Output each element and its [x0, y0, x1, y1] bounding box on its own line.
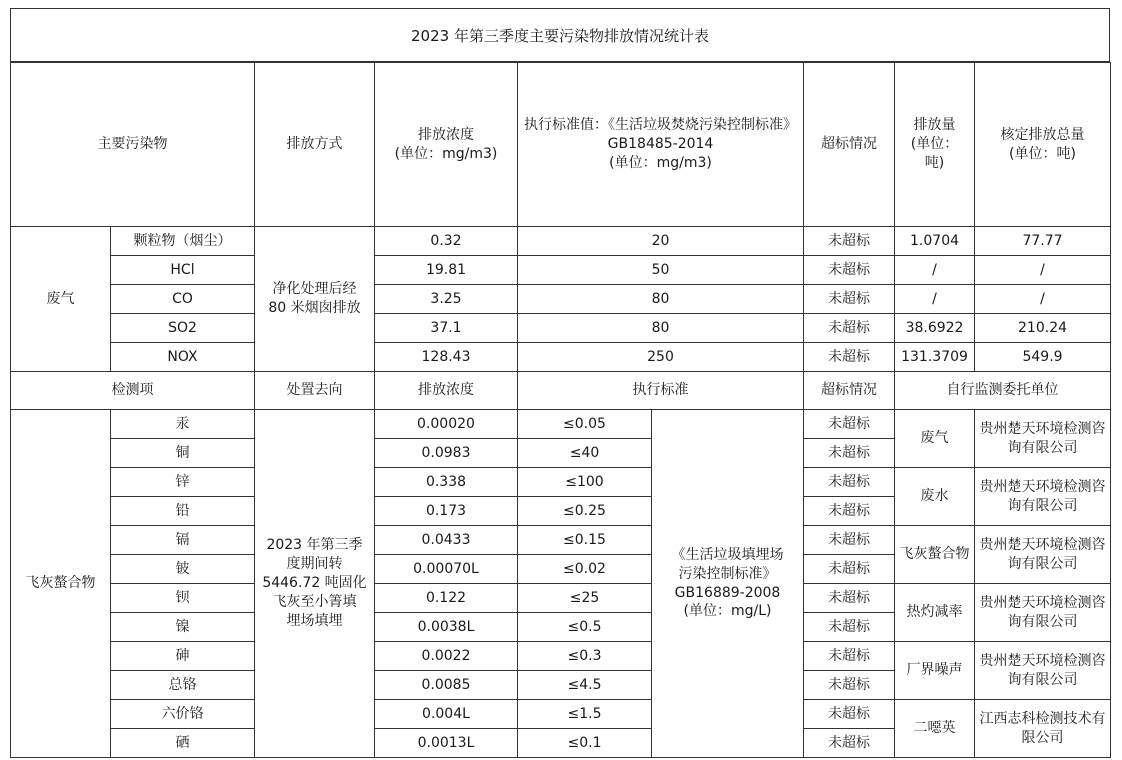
entrusted-unit: 贵州楚天环境检测咨询有限公司 [975, 584, 1111, 642]
header-disposal: 处置去向 [255, 372, 375, 410]
header-amount: 排放量 (单位： 吨) [895, 63, 975, 227]
limit-value: ≤0.05 [518, 410, 652, 439]
limit-value: ≤1.5 [518, 700, 652, 729]
entrusted-unit: 江西志科检测技术有限公司 [975, 700, 1111, 758]
header-entrust-unit: 自行监测委托单位 [895, 372, 1111, 410]
limit-value: ≤0.5 [518, 613, 652, 642]
exceed-status: 未超标 [804, 314, 895, 343]
discharge-method: 净化处理后经 80 米烟囱排放 [255, 227, 375, 372]
waste-gas-category: 废气 [11, 227, 111, 372]
test-item-name: 铅 [111, 497, 255, 526]
header-total: 核定排放总量 (单位：吨) [975, 63, 1111, 227]
table-header-row [11, 63, 1111, 227]
approved-total: 549.9 [975, 343, 1111, 372]
limit-value: ≤40 [518, 439, 652, 468]
pollutant-name: NOX [111, 343, 255, 372]
concentration-value: 0.32 [375, 227, 518, 256]
discharge-amount: 38.6922 [895, 314, 975, 343]
limit-value: ≤4.5 [518, 671, 652, 700]
approved-total: 77.77 [975, 227, 1111, 256]
monitor-type: 废水 [895, 468, 975, 526]
approved-total: / [975, 285, 1111, 314]
monitor-type: 飞灰螯合物 [895, 526, 975, 584]
pollutant-name: SO2 [111, 314, 255, 343]
discharge-amount: 131.3709 [895, 343, 975, 372]
section-header-row [11, 372, 1111, 410]
entrusted-unit: 贵州楚天环境检测咨询有限公司 [975, 410, 1111, 468]
concentration-value: 0.0038L [375, 613, 518, 642]
test-item-name: 锌 [111, 468, 255, 497]
exceed-status: 未超标 [804, 343, 895, 372]
test-item-name: 汞 [111, 410, 255, 439]
standard-value: 50 [518, 256, 804, 285]
exceed-status: 未超标 [804, 613, 895, 642]
concentration-value: 0.0013L [375, 729, 518, 758]
header-concentration: 排放浓度 (单位：mg/m3) [375, 63, 518, 227]
concentration-value: 19.81 [375, 256, 518, 285]
limit-value: ≤0.1 [518, 729, 652, 758]
test-item-name: 六价铬 [111, 700, 255, 729]
concentration-value: 0.173 [375, 497, 518, 526]
approved-total: 210.24 [975, 314, 1111, 343]
standard-value: 20 [518, 227, 804, 256]
waste-gas-row [11, 285, 1111, 314]
concentration-value: 37.1 [375, 314, 518, 343]
entrusted-unit: 贵州楚天环境检测咨询有限公司 [975, 642, 1111, 700]
exceed-status: 未超标 [804, 526, 895, 555]
concentration-value: 0.0085 [375, 671, 518, 700]
limit-value: ≤25 [518, 584, 652, 613]
concentration-value: 128.43 [375, 343, 518, 372]
header-exceed: 超标情况 [804, 63, 895, 227]
exceed-status: 未超标 [804, 642, 895, 671]
header-method: 排放方式 [255, 63, 375, 227]
test-item-name: 总铬 [111, 671, 255, 700]
test-item-name: 钡 [111, 584, 255, 613]
exceed-status: 未超标 [804, 410, 895, 439]
header-item: 检测项 [11, 372, 255, 410]
standard-value: 80 [518, 314, 804, 343]
limit-value: ≤100 [518, 468, 652, 497]
exceed-status: 未超标 [804, 439, 895, 468]
fly-ash-category: 飞灰螯合物 [11, 410, 111, 758]
header-exceed-2: 超标情况 [804, 372, 895, 410]
test-item-name: 砷 [111, 642, 255, 671]
fly-ash-row [11, 700, 1111, 729]
concentration-value: 0.004L [375, 700, 518, 729]
concentration-value: 0.00070L [375, 555, 518, 584]
test-item-name: 铜 [111, 439, 255, 468]
discharge-amount: 1.0704 [895, 227, 975, 256]
concentration-value: 0.0983 [375, 439, 518, 468]
test-item-name: 硒 [111, 729, 255, 758]
monitor-type: 热灼减率 [895, 584, 975, 642]
standard-value: 80 [518, 285, 804, 314]
test-item-name: 铍 [111, 555, 255, 584]
approved-total: / [975, 256, 1111, 285]
concentration-value: 0.0433 [375, 526, 518, 555]
standard-name: 《生活垃圾填埋场 污染控制标准》 GB16889-2008 (单位：mg/L) [652, 410, 804, 758]
header-concentration-2: 排放浓度 [375, 372, 518, 410]
concentration-value: 0.00020 [375, 410, 518, 439]
waste-gas-row [11, 314, 1111, 343]
waste-gas-row [11, 227, 1111, 256]
page-title: 2023 年第三季度主要污染物排放情况统计表 [10, 8, 1110, 62]
exceed-status: 未超标 [804, 285, 895, 314]
test-item-name: 镉 [111, 526, 255, 555]
exceed-status: 未超标 [804, 497, 895, 526]
exceed-status: 未超标 [804, 227, 895, 256]
concentration-value: 0.338 [375, 468, 518, 497]
fly-ash-row [11, 526, 1111, 555]
exceed-status: 未超标 [804, 468, 895, 497]
fly-ash-row [11, 584, 1111, 613]
exceed-status: 未超标 [804, 555, 895, 584]
pollutant-name: 颗粒物（烟尘） [111, 227, 255, 256]
exceed-status: 未超标 [804, 584, 895, 613]
disposal-destination: 2023 年第三季 度期间转 5446.72 吨固化 飞灰至小箐填 埋场填埋 [255, 410, 375, 758]
header-standard-2: 执行标准 [518, 372, 804, 410]
concentration-value: 0.0022 [375, 642, 518, 671]
waste-gas-row [11, 256, 1111, 285]
exceed-status: 未超标 [804, 700, 895, 729]
concentration-value: 3.25 [375, 285, 518, 314]
discharge-amount: / [895, 285, 975, 314]
fly-ash-row [11, 410, 1111, 439]
header-standard: 执行标准值：《生活垃圾焚烧污染控制标准》GB18485-2014 (单位：mg/m3) [518, 63, 804, 227]
discharge-amount: / [895, 256, 975, 285]
pollutant-name: HCl [111, 256, 255, 285]
limit-value: ≤0.15 [518, 526, 652, 555]
standard-value: 250 [518, 343, 804, 372]
monitor-type: 厂界噪声 [895, 642, 975, 700]
limit-value: ≤0.02 [518, 555, 652, 584]
fly-ash-row [11, 468, 1111, 497]
limit-value: ≤0.3 [518, 642, 652, 671]
exceed-status: 未超标 [804, 671, 895, 700]
header-pollutant: 主要污染物 [11, 63, 255, 227]
limit-value: ≤0.25 [518, 497, 652, 526]
emission-table [10, 62, 1111, 758]
exceed-status: 未超标 [804, 729, 895, 758]
exceed-status: 未超标 [804, 256, 895, 285]
entrusted-unit: 贵州楚天环境检测咨询有限公司 [975, 468, 1111, 526]
test-item-name: 镍 [111, 613, 255, 642]
fly-ash-row [11, 642, 1111, 671]
pollutant-name: CO [111, 285, 255, 314]
monitor-type: 二噁英 [895, 700, 975, 758]
concentration-value: 0.122 [375, 584, 518, 613]
entrusted-unit: 贵州楚天环境检测咨询有限公司 [975, 526, 1111, 584]
waste-gas-row [11, 343, 1111, 372]
monitor-type: 废气 [895, 410, 975, 468]
